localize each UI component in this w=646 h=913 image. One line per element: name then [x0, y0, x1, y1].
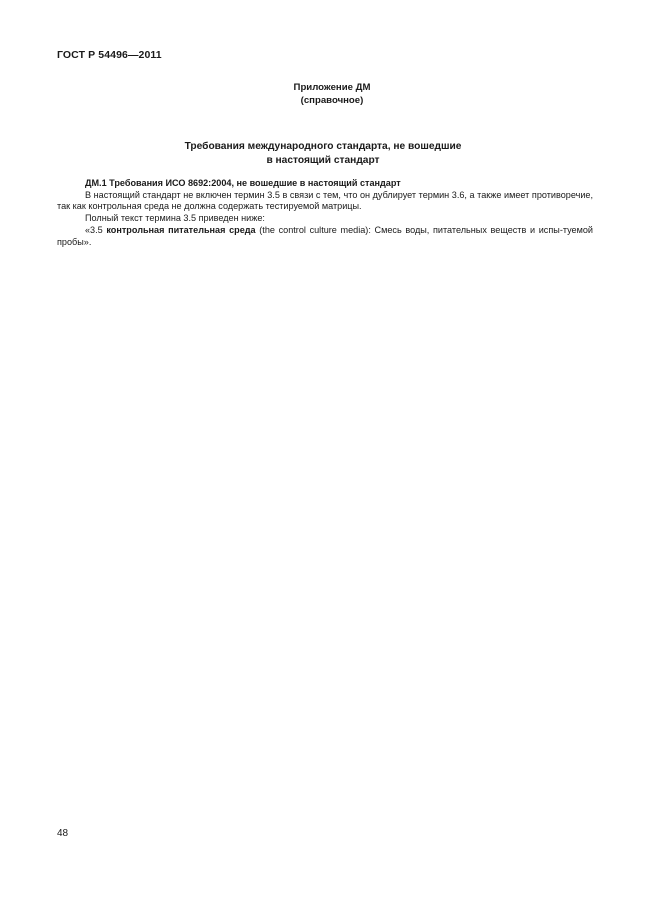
quote-prefix: «3.5	[85, 224, 107, 235]
page-number: 48	[57, 828, 69, 839]
annex-title: Приложение ДМ	[293, 82, 371, 93]
standard-code: ГОСТ Р 54496—2011	[57, 49, 162, 61]
paragraph-1: В настоящий стандарт не включен термин 3.5 в связи с тем, что он дублирует термин 3.6, а также имеет противоречие, так как контрольная среда не должна содержать тестируемой матрицы.	[57, 189, 593, 212]
section-heading: ДМ.1 Требования ИСО 8692:2004, не вошедшие в настоящий стандарт	[85, 178, 401, 188]
annex-main-title	[0, 140, 646, 168]
quote-rest: (the control culture media): Смесь воды, питательных веществ и испы-туемой пробы».	[57, 224, 593, 247]
paragraph-2: Полный текст термина 3.5 приведен ниже:	[85, 213, 265, 224]
term-quote	[57, 225, 593, 248]
quote-term: контрольная питательная среда	[106, 224, 256, 235]
annex-heading	[0, 82, 646, 107]
annex-body	[57, 178, 593, 248]
title-line-1: Требования международного стандарта, не вошедшие	[184, 141, 462, 152]
annex-note: (справочное)	[300, 94, 364, 106]
title-line-2: в настоящий стандарт	[266, 155, 380, 166]
